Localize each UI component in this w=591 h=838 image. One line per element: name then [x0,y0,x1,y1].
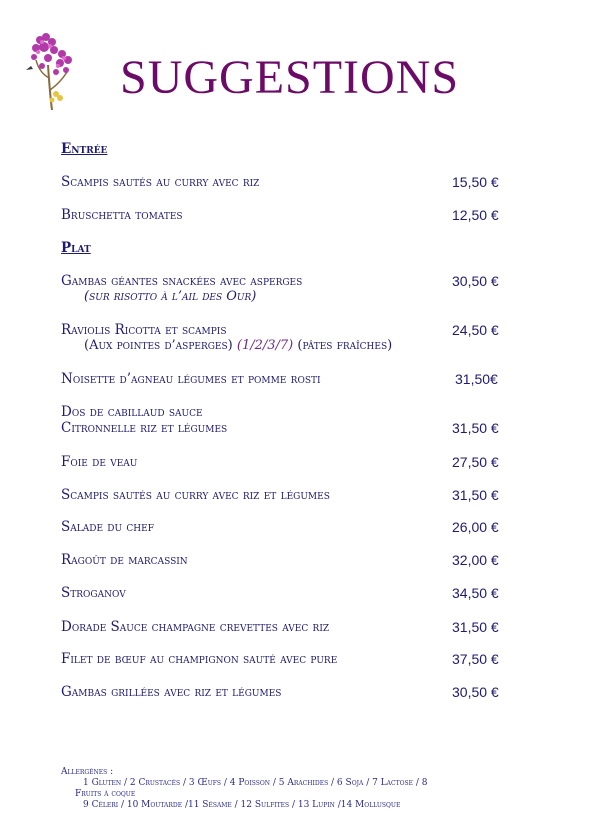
allergen-codes: (1/2/3/7) [236,338,294,353]
menu-item-name: Dorade Sauce champagne crevettes avec riz [61,619,330,635]
menu-item-name: Salade du chef [61,519,154,535]
menu-item-name-line2: Citronnelle riz et légumes [61,420,228,436]
menu-item-name: Scampis sautés au curry avec riz [61,174,260,190]
menu-item-name-line1: Dos de cabillaud sauce [61,404,203,420]
allergens-line: 1 Gluten / 2 Crustacés / 3 Œufs / 4 Poisson / 5 Arachides / 6 Soja / 7 Lactose / 8 [83,778,428,788]
menu-item-name: Filet de bœuf au champignon sauté avec pure [61,651,338,667]
menu-item-name: Gambas géantes snackées avec asperges [61,273,303,289]
menu-item-note: (sur risotto à l’ail des Our) [84,289,257,304]
allergens-line: 9 Céleri / 10 Moutarde /11 Sésame / 12 Sulfites / 13 Lupin /14 Mollusque [83,800,401,810]
allergens-label: Allergènes : [61,767,114,777]
menu-item-price: 30,50 € [452,684,499,700]
menu-item-name: Foie de veau [61,454,138,470]
allergens-line: Fruits à coque [75,789,136,799]
menu-item-price: 34,50 € [452,585,499,601]
flower-logo-icon [22,30,84,114]
menu-item-price: 15,50 € [452,174,499,190]
menu-item-name: Ragoût de marcassin [61,552,188,568]
menu-item-note: (Aux pointes d’asperges) (1/2/3/7) (pâtes fraîches) [84,338,393,353]
menu-item-price: 31,50 € [452,619,499,635]
menu-item-price: 32,00 € [452,552,499,568]
menu-item-price: 31,50 € [452,487,499,503]
menu-item-price: 24,50 € [452,322,499,338]
menu-item-price: 31,50€ [455,371,498,387]
menu-item-name: Raviolis Ricotta et scampis [61,322,227,338]
menu-item-name: Noisette d’agneau légumes et pomme rosti [61,371,321,387]
menu-item-name: Bruschetta tomates [61,207,183,223]
menu-item-name: Stroganov [61,585,126,601]
menu-item-price: 30,50 € [452,273,499,289]
allergens-legend [61,767,427,811]
menu-item-price: 26,00 € [452,519,499,535]
menu-item-name: Scampis sautés au curry avec riz et légumes [61,487,330,503]
section-heading-entree: Entrée [61,141,108,157]
menu-item-price: 31,50 € [452,420,499,436]
section-heading-plat: Plat [61,240,91,256]
page-title: SUGGESTIONS [120,51,460,104]
menu-item-name: Gambas grillées avec riz et légumes [61,684,282,700]
menu-item-price: 12,50 € [452,207,499,223]
menu-item-price: 37,50 € [452,651,499,667]
menu-item-price: 27,50 € [452,454,499,470]
